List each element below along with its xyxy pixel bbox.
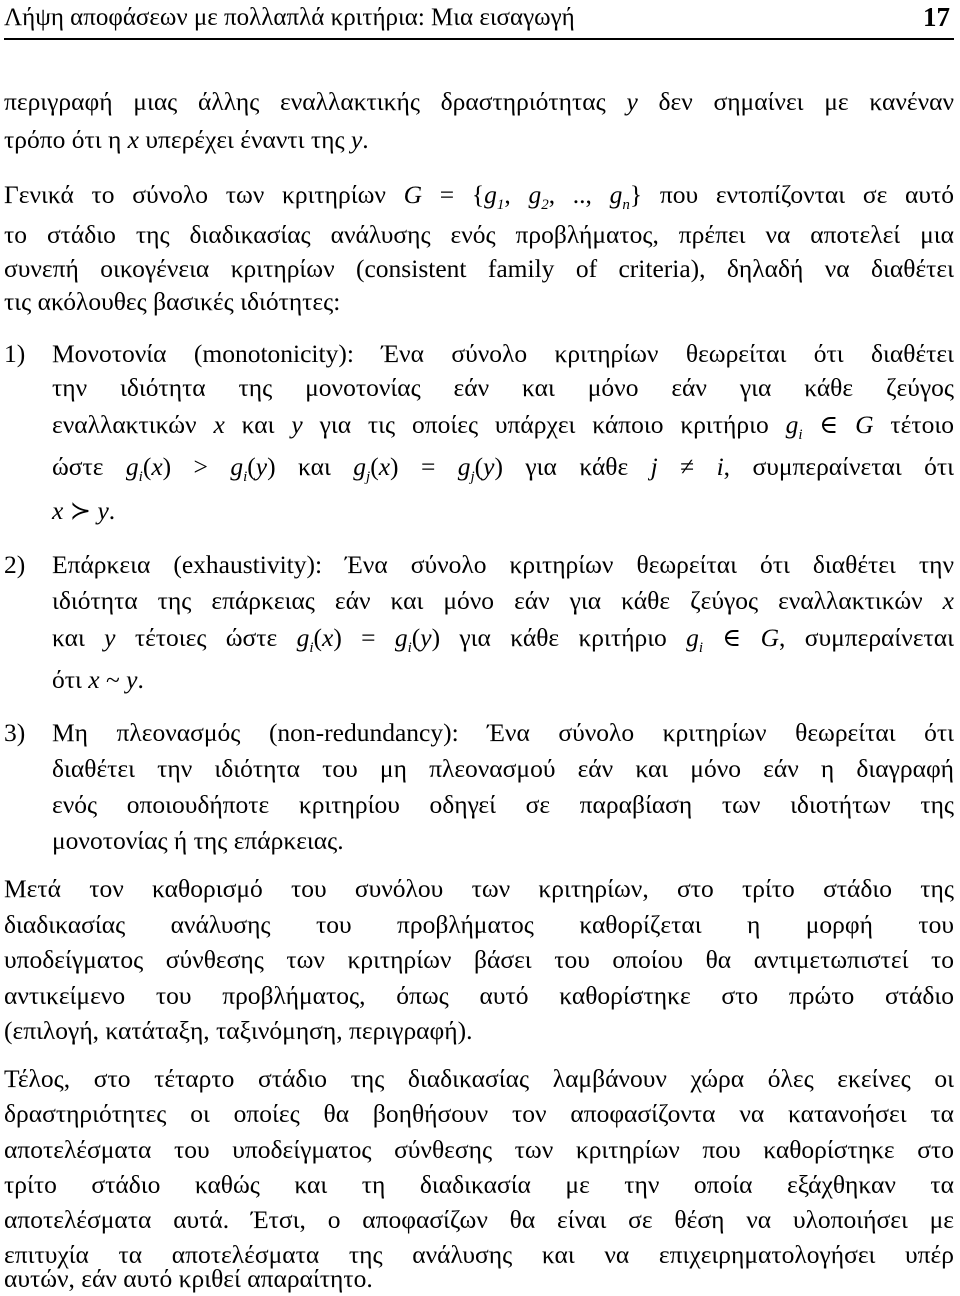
paragraph-4-line-3: αποτελέσματα του υποδείγματος σύνθεσης των κριτηρίων που καθορίστηκε στο <box>4 1135 954 1164</box>
list-number-2: 2) <box>4 550 26 579</box>
preference-formula: x ≻ y <box>52 496 109 525</box>
item-3-line-4: μονοτονίας ή της επάρκειας. <box>52 826 344 855</box>
paragraph-4-line-2: δραστηριότητες οι οποίες θα βοηθήσουν τον αποφασίζοντα να κατανοήσει τα <box>4 1099 954 1128</box>
item-1-line-2: την ιδιότητα της μονοτονίας εάν και μόνο εάν για κάθε ζεύγος <box>52 373 954 402</box>
page-number: 17 <box>923 2 950 32</box>
item-2-line-4: ότι x ~ y. <box>52 665 144 694</box>
item-3-line-3: ενός οποιουδήποτε κριτηρίου οδηγεί σε παραβίαση των ιδιοτήτων της <box>52 790 954 819</box>
item-2-line-3: και y τέτοιες ώστε $g_i(x) = g_i(y)$ για κάθε κριτήριο $g_i$ ∈ G, συμπεραίνεται <box>52 623 954 656</box>
paragraph-2-line-1: Γενικά το σύνολο των κριτηρίων $G = \{g_1$, $g_2$, .., $g_n$} που εντοπίζονται σε αυτό <box>4 180 955 213</box>
paragraph-1-line-1: περιγραφή μιας άλλης εναλλακτικής δραστηριότητας y δεν σημαίνει με κανέναν <box>4 87 954 116</box>
paragraph-2-line-4: τις ακόλουθες βασικές ιδιότητες: <box>4 287 341 316</box>
paragraph-4-line-1: Τέλος, στο τέταρτο στάδιο της διαδικασίας λαμβάνουν χώρα όλες εκείνες οι <box>4 1064 954 1093</box>
paragraph-2-line-3: συνεπή οικογένεια κριτηρίων (consistent family of criteria), δηλαδή να διαθέτει <box>4 254 954 283</box>
item-1-line-3: εναλλακτικών x και y για τις οποίες υπάρχει κάποιο κριτήριο $g_i$ ∈ G τέτοιο <box>52 410 954 443</box>
paragraph-4-line-4: τρίτο στάδιο καθώς και τη διαδικασία με την οποία εξάχθηκαν τα <box>4 1170 954 1199</box>
criteria-set-formula: $G = \{g_1$, $g_2$, .., $g_n$} <box>403 180 643 213</box>
item-3-line-1: Μη πλεονασμός (non-redundancy): Ένα σύνολο κριτηρίων θεωρείται ότι <box>52 718 954 747</box>
item-1-line-4: ώστε $g_i(x) > g_i(y)$ και $g_j(x) = g_j(y)$ για κάθε j ≠ i, συμπεραίνεται ότι <box>52 452 954 485</box>
paragraph-4-line-5: αποτελέσματα αυτά. Έτσι, ο αποφασίζων θα είναι σε θέση να υλοποιήσει με <box>4 1205 954 1234</box>
paragraph-3-line-5: (επιλογή, κατάταξη, ταξινόμηση, περιγραφή). <box>4 1016 473 1045</box>
item-1-line-5: x ≻ y. <box>52 496 116 525</box>
indifference-formula: x ~ y <box>88 665 138 694</box>
item-2-line-2: ιδιότητα της επάρκειας εάν και μόνο εάν για κάθε ζεύγος εναλλακτικών x <box>52 586 954 615</box>
item-2-line-1: Επάρκεια (exhaustivity): Ένα σύνολο κριτηρίων θεωρείται ότι διαθέτει την <box>52 550 954 579</box>
paragraph-1-line-2: τρόπο ότι η x υπερέχει έναντι της y. <box>4 125 369 154</box>
list-number-1: 1) <box>4 339 26 368</box>
paragraph-3-line-1: Μετά τον καθορισμό του συνόλου των κριτηρίων, στο τρίτο στάδιο της <box>4 874 954 903</box>
indifference-condition-formula: $g_i(x) = g_i(y)$ <box>296 623 441 656</box>
running-header <box>4 0 954 40</box>
criterion-membership-formula: $g_i$ ∈ G <box>785 410 874 443</box>
paragraph-4-line-6: επιτυχία τα αποτελέσματα της ανάλυσης και να επιχειρηματολογήσει υπέρ <box>4 1240 954 1269</box>
item-1-line-1: Μονοτονία (monotonicity): Ένα σύνολο κριτηρίων θεωρείται ότι διαθέτει <box>52 339 954 368</box>
paragraph-3-line-3: υποδείγματος σύνθεσης των κριτηρίων βάσει του οποίου θα αντιμετωπιστεί το <box>4 945 954 974</box>
criterion-membership-formula-2: $g_i$ ∈ G <box>686 623 780 656</box>
index-inequality-formula: j ≠ i <box>650 452 724 481</box>
header-title: Λήψη αποφάσεων με πολλαπλά κριτήρια: Μια εισαγωγή <box>4 4 575 31</box>
equality-formula: $g_j(x) = g_j(y)$ <box>353 452 503 485</box>
paragraph-4-line-7: αυτών, εάν αυτό κριθεί απαραίτητο. <box>4 1264 373 1293</box>
paragraph-3-line-4: αντικείμενο του προβλήματος, όπως αυτό καθορίστηκε στο πρώτο στάδιο <box>4 981 954 1010</box>
paragraph-2-line-2: το στάδιο της διαδικασίας ανάλυσης ενός προβλήματος, πρέπει να αποτελεί μια <box>4 220 954 249</box>
strict-inequality-formula: $g_i(x) > g_i(y)$ <box>125 452 276 485</box>
list-number-3: 3) <box>4 718 26 747</box>
item-3-line-2: διαθέτει την ιδιότητα του μη πλεονασμού εάν και μόνο εάν η διαγραφή <box>52 754 954 783</box>
paragraph-3-line-2: διαδικασίας ανάλυσης του προβλήματος καθορίζεται η μορφή του <box>4 910 954 939</box>
